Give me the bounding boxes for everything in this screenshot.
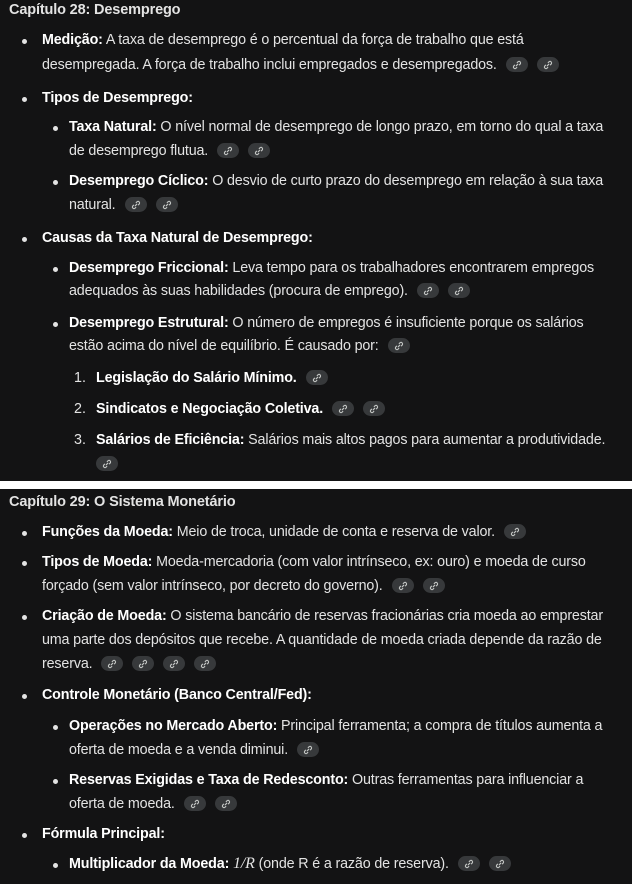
link-icon[interactable] (417, 283, 439, 298)
bullet (53, 725, 58, 730)
list-item-formula: Fórmula Principal: (42, 826, 165, 842)
bullet (22, 561, 27, 566)
link-icon[interactable] (458, 856, 480, 871)
link-icon[interactable] (125, 197, 147, 212)
link-icon[interactable] (506, 57, 528, 72)
list-item-estrutural-cont: estão acima do nível de equilíbrio. É causado por: (69, 337, 410, 355)
link-icon[interactable] (423, 578, 445, 593)
link-icon[interactable] (448, 283, 470, 298)
list-item-natural-cont: de desemprego flutua. (69, 142, 270, 160)
list-item-controle: Controle Monetário (Banco Central/Fed): (42, 687, 312, 703)
section-title: Capítulo 28: Desemprego (9, 2, 181, 18)
list-item-reservas: Reservas Exigidas e Taxa de Redesconto: Outras ferramentas para influenciar a (69, 772, 584, 788)
list-item-multiplicador: Multiplicador da Moeda: 1/R (onde R é a razão de reserva). (69, 855, 511, 873)
list-item-ciclico: Desemprego Cíclico: O desvio de curto prazo do desemprego em relação à sua taxa (69, 173, 604, 189)
list-item-friccional-cont: adequados às suas habilidades (procura de emprego). (69, 282, 470, 300)
bullet (22, 97, 27, 102)
bullet (53, 322, 58, 327)
bullet (22, 531, 27, 536)
list-item-medicao: Medição: A taxa de desemprego é o percentual da força de trabalho que está (42, 32, 524, 48)
link-icon[interactable] (248, 143, 270, 158)
list-item-causas: Causas da Taxa Natural de Desemprego: (42, 230, 313, 246)
link-icon[interactable] (184, 796, 206, 811)
list-item-ciclico-cont: natural. (69, 196, 178, 214)
bullet (53, 267, 58, 272)
link-icon[interactable] (194, 656, 216, 671)
list-number: 1. (74, 370, 86, 386)
list-item-natural: Taxa Natural: O nível normal de desemprego de longo prazo, em torno do qual a taxa (69, 119, 604, 135)
list-item-criacao-cont: uma parte dos depósitos que recebe. A quantidade de moeda criada depende da razão de (42, 632, 602, 648)
bullet (22, 694, 27, 699)
link-icon[interactable] (163, 656, 185, 671)
bullet (22, 833, 27, 838)
link-icon[interactable] (332, 401, 354, 416)
bullet (22, 39, 27, 44)
link-icon[interactable] (132, 656, 154, 671)
link-icon[interactable] (363, 401, 385, 416)
list-item-sindicatos: Sindicatos e Negociação Coletiva. (96, 400, 385, 418)
bullet (53, 779, 58, 784)
link-icon[interactable] (215, 796, 237, 811)
list-item-tipos-moeda: Tipos de Moeda: Moeda-mercadoria (com valor intrínseco, ex: ouro) e moeda de curso (42, 554, 586, 570)
link-icon[interactable] (504, 524, 526, 539)
list-item-criacao-cont2: reserva. (42, 655, 216, 673)
list-item-operacoes-cont: oferta de moeda e a venda diminui. (69, 741, 319, 759)
bullet (53, 126, 58, 131)
list-item-tipos-moeda-cont: forçado (sem valor intrínseco, por decreto do governo). (42, 577, 445, 595)
link-icon[interactable] (156, 197, 178, 212)
list-item-medicao-cont: desempregada. A força de trabalho inclui empregados e desempregados. (42, 56, 559, 74)
link-icon[interactable] (306, 370, 328, 385)
section-title: Capítulo 29: O Sistema Monetário (9, 494, 236, 510)
list-item-eficiencia-cont (87, 455, 118, 473)
section-monetary-system (0, 489, 632, 884)
bullet (22, 615, 27, 620)
link-icon[interactable] (217, 143, 239, 158)
list-item-operacoes: Operações no Mercado Aberto: Principal ferramenta; a compra de títulos aumenta a (69, 718, 603, 734)
bullet (53, 863, 58, 868)
link-icon[interactable] (388, 338, 410, 353)
link-icon[interactable] (297, 742, 319, 757)
link-icon[interactable] (489, 856, 511, 871)
list-item-funcoes: Funções da Moeda: Meio de troca, unidade de conta e reserva de valor. (42, 523, 526, 541)
link-icon[interactable] (537, 57, 559, 72)
link-icon[interactable] (101, 656, 123, 671)
bullet (53, 180, 58, 185)
list-item-salario-minimo: Legislação do Salário Mínimo. (96, 369, 328, 387)
link-icon[interactable] (96, 456, 118, 471)
link-icon[interactable] (392, 578, 414, 593)
formula-math: 1/R (233, 855, 255, 872)
list-item-estrutural: Desemprego Estrutural: O número de empregos é insuficiente porque os salários (69, 315, 584, 331)
list-number: 3. (74, 432, 86, 448)
list-number: 2. (74, 401, 86, 417)
bullet (22, 237, 27, 242)
list-item-reservas-cont: oferta de moeda. (69, 795, 237, 813)
list-item-criacao: Criação de Moeda: O sistema bancário de reservas fracionárias cria moeda ao emprestar (42, 608, 603, 624)
list-item-friccional: Desemprego Friccional: Leva tempo para os trabalhadores encontrarem empregos (69, 260, 595, 276)
list-item-tipos: Tipos de Desemprego: (42, 90, 193, 106)
list-item-eficiencia: Salários de Eficiência: Salários mais altos pagos para aumentar a produtividade. (96, 432, 606, 448)
